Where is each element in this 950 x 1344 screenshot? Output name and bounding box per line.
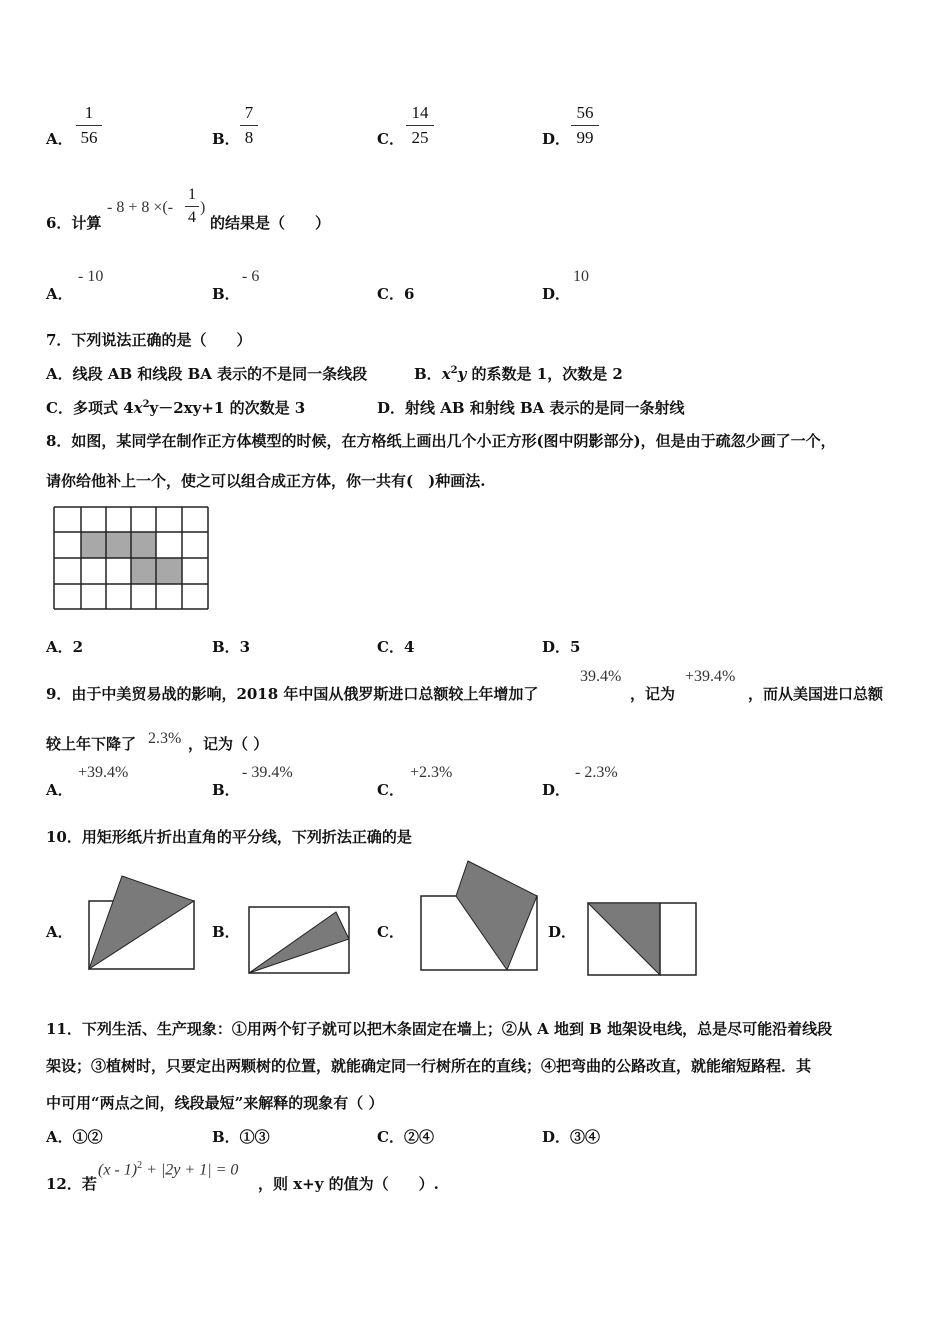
q9-option-d-value: - 2.3% <box>575 764 618 781</box>
q10-option-d-figure <box>585 900 701 978</box>
q11-option-b[interactable]: B．①③ <box>212 1128 270 1146</box>
q6-prefix: 6．计算 <box>46 214 102 232</box>
q9-option-b-label[interactable]: B． <box>212 781 240 799</box>
exponent: 2 <box>142 399 150 410</box>
q7-option-c[interactable] <box>46 397 305 418</box>
q6-option-b-label[interactable]: B． <box>212 285 240 303</box>
q10-option-b-label[interactable]: B． <box>212 923 240 941</box>
shaded-square <box>131 532 156 558</box>
exponent: 2 <box>137 1160 143 1171</box>
var-y: y <box>457 365 467 383</box>
denominator: 99 <box>576 128 594 147</box>
q9-value-recorded: +39.4% <box>685 668 736 685</box>
numerator: 1 <box>84 103 94 122</box>
q10-stem: 10．用矩形纸片折出直角的平分线，下列折法正确的是 <box>46 828 412 846</box>
q7-option-c-post: y－2xy+1 的次数是 3 <box>149 399 306 417</box>
q5-option-a-fraction <box>76 103 102 148</box>
q10-option-a-figure <box>86 872 198 976</box>
q7-option-b-label: B． <box>414 365 442 383</box>
q6-option-b-value: - 6 <box>242 268 260 285</box>
shaded-square <box>156 558 182 584</box>
q5-option-d-label[interactable]: D． <box>542 130 571 148</box>
q9-option-d-label[interactable]: D． <box>542 781 571 799</box>
q7-option-b-text: 的系数是 1，次数是 2 <box>466 365 623 383</box>
q5-option-b-label[interactable]: B． <box>212 130 240 148</box>
q6-fraction <box>185 186 199 227</box>
numerator: 1 <box>188 186 196 203</box>
q9-option-c-value: +2.3% <box>410 764 453 781</box>
q8-option-a[interactable]: A．2 <box>46 638 84 656</box>
shaded-square <box>106 532 131 558</box>
denominator: 56 <box>80 128 98 147</box>
q9-value-increase: 39.4% <box>580 668 622 685</box>
denominator: 8 <box>244 128 254 147</box>
q5-option-d-fraction <box>571 103 599 148</box>
q8-grid-figure <box>50 504 212 614</box>
q6-option-d-value: 10 <box>573 268 589 285</box>
q5-option-c-fraction <box>406 103 434 148</box>
q12-suffix: ，则 x+y 的值为（ ）. <box>258 1175 439 1193</box>
numerator: 14 <box>411 103 429 122</box>
q9-line2-b: ，记为（ ） <box>188 735 269 753</box>
q10-option-a-label[interactable]: A． <box>46 923 73 941</box>
grid-lines <box>54 507 208 609</box>
q11-option-c[interactable]: C．②④ <box>377 1128 434 1146</box>
q6-option-a-value: - 10 <box>78 268 104 285</box>
q10-option-d-label[interactable]: D． <box>548 923 577 941</box>
numerator: 7 <box>244 103 254 122</box>
q10-option-c-label[interactable]: C． <box>377 923 404 941</box>
q9-option-a-value: +39.4% <box>78 764 129 781</box>
q6-option-d-label[interactable]: D． <box>542 285 571 303</box>
q12-expr-part1: (x - 1) <box>98 1161 138 1179</box>
q11-line3: 中可用“两点之间，线段最短”来解释的现象有（ ） <box>46 1094 384 1112</box>
denominator: 25 <box>411 128 429 147</box>
q10-option-c-figure <box>418 858 542 974</box>
q9-value-decrease: 2.3% <box>148 730 182 747</box>
q6-expression-a: - 8 + 8 ×(- <box>107 199 174 216</box>
q9-line1-c: ，而从美国进口总额 <box>748 685 884 703</box>
q7-option-c-pre: C．多项式 4 <box>46 399 134 417</box>
q6-expression-b: ) <box>200 199 206 216</box>
q9-line2-a: 较上年下降了 <box>46 735 137 753</box>
var-x: x <box>441 365 451 383</box>
q6-option-c-label[interactable]: C．6 <box>377 285 415 303</box>
q12-prefix: 12．若 <box>46 1175 97 1193</box>
q7-option-b[interactable] <box>414 363 623 384</box>
q8-option-d[interactable]: D．5 <box>542 638 581 656</box>
q9-line1-b: ，记为 <box>630 685 676 703</box>
q10-option-b-figure <box>246 904 352 976</box>
q7-option-d[interactable]: D．射线 AB 和射线 BA 表示的是同一条射线 <box>377 399 685 417</box>
q9-option-b-value: - 39.4% <box>242 764 293 781</box>
q5-option-b-fraction <box>240 103 258 148</box>
q6-suffix: 的结果是（ ） <box>210 214 331 232</box>
shaded-square <box>81 532 106 558</box>
q8-line1: 8．如图，某同学在制作正方体模型的时候，在方格纸上画出几个小正方形(图中阴影部分)，但是由于疏忽少画了一个， <box>46 432 836 450</box>
q9-line1-a: 9．由于中美贸易战的影响，2018 年中国从俄罗斯进口总额较上年增加了 <box>46 685 539 703</box>
q11-line1: 11．下列生活、生产现象：①用两个钉子就可以把木条固定在墙上；②从 A 地到 B 地架设电线，总是尽可能沿着线段 <box>46 1020 833 1038</box>
q8-line2: 请你给他补上一个，使之可以组合成正方体，你一共有( )种画法. <box>46 472 486 490</box>
exponent: 2 <box>450 365 458 376</box>
q9-option-a-label[interactable]: A． <box>46 781 73 799</box>
q8-option-b[interactable]: B．3 <box>212 638 251 656</box>
q11-option-a[interactable]: A．①② <box>46 1128 103 1146</box>
q11-option-d[interactable]: D．③④ <box>542 1128 601 1146</box>
q11-line2: 架设；③植树时，只要定出两颗树的位置，就能确定同一行树所在的直线；④把弯曲的公路改直，就能缩短路程．其 <box>46 1057 812 1075</box>
shaded-square <box>131 558 156 584</box>
q5-option-a-label[interactable]: A． <box>46 130 73 148</box>
q12-equation <box>98 1160 238 1179</box>
denominator: 4 <box>188 209 196 226</box>
q12-expr-part2: + |2y + 1| = 0 <box>142 1161 239 1179</box>
numerator: 56 <box>576 103 594 122</box>
q7-option-a[interactable]: A．线段 AB 和线段 BA 表示的不是同一条线段 <box>46 365 368 383</box>
q9-option-c-label[interactable]: C． <box>377 781 404 799</box>
q5-option-c-label[interactable]: C． <box>377 130 404 148</box>
q7-stem: 7．下列说法正确的是（ ） <box>46 331 252 349</box>
q8-option-c[interactable]: C．4 <box>377 638 415 656</box>
var-x: x <box>133 399 143 417</box>
q6-option-a-label[interactable]: A． <box>46 285 73 303</box>
